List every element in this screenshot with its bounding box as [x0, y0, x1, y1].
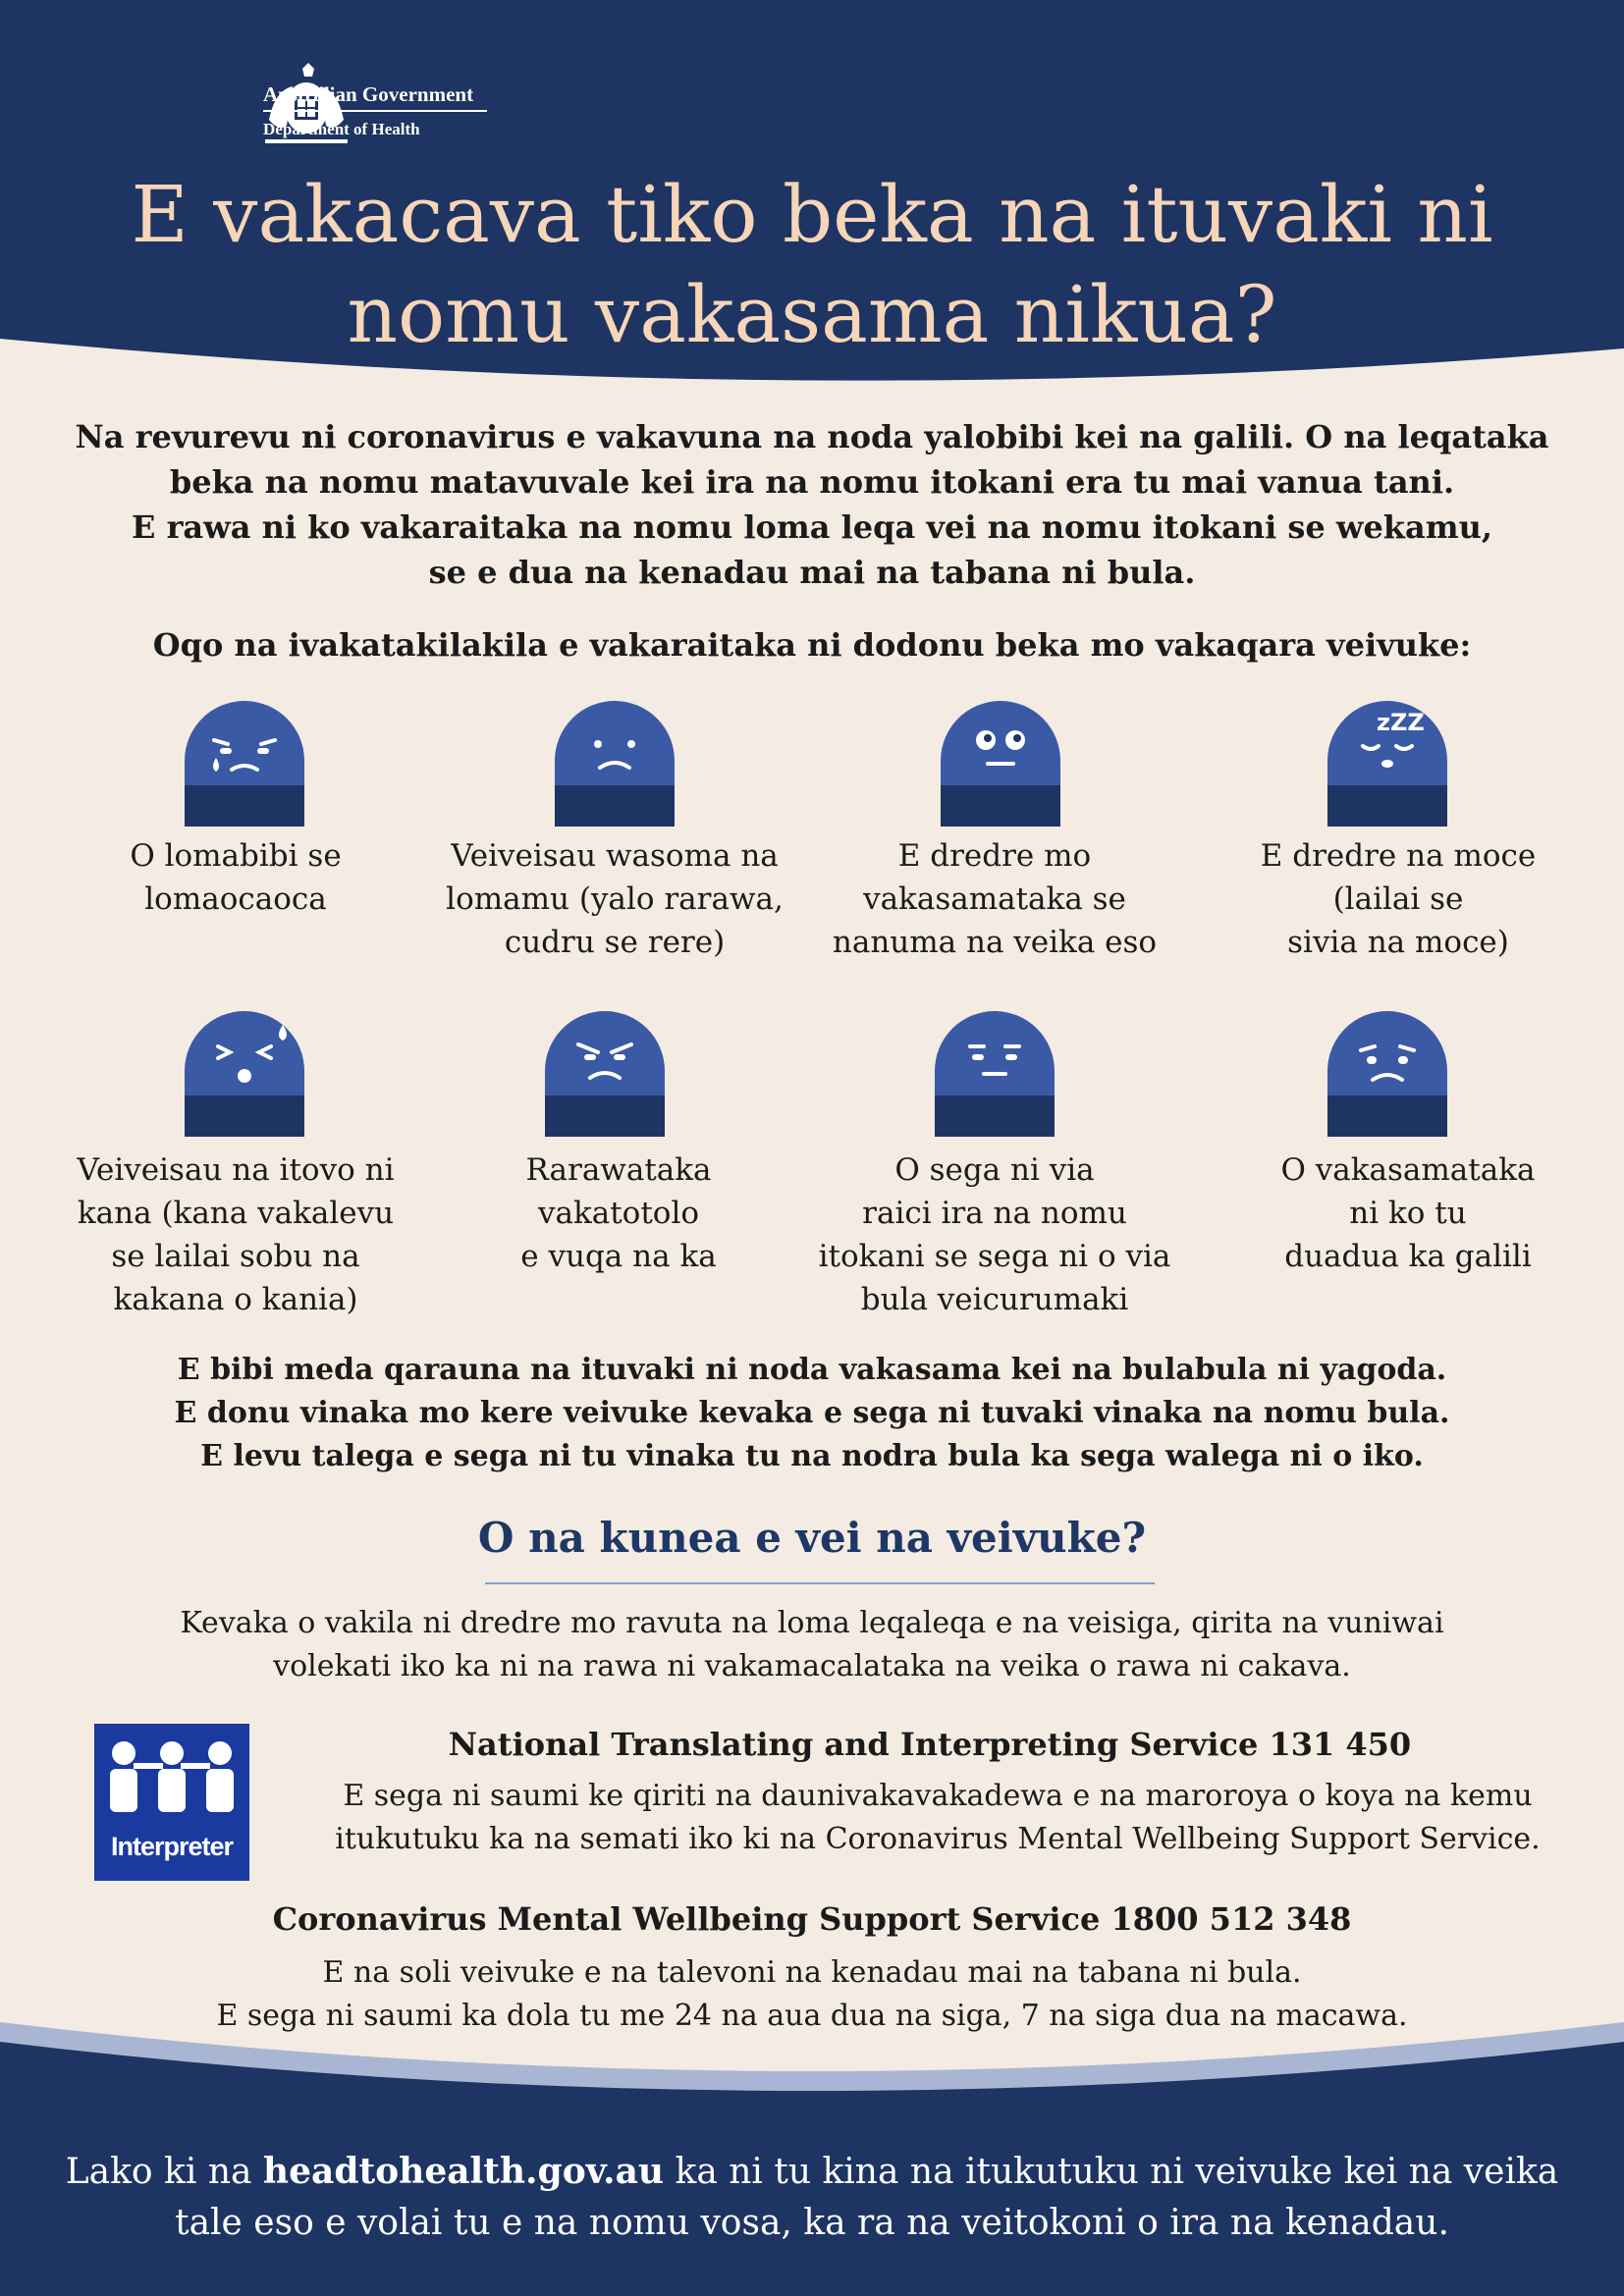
sign-line: itokani se sega ni o via	[818, 1239, 1171, 1274]
sign-line: Rarawataka	[525, 1152, 712, 1188]
sign-label	[1221, 1148, 1595, 1278]
sign-line: vakasamataka se	[863, 881, 1126, 917]
paragraph-line: volekati iko ka ni na rawa ni vakamacalataka na veika o rawa ni cakava.	[273, 1649, 1351, 1683]
sign-line: (lailai se	[1332, 881, 1464, 917]
zzz-label: zZZ	[1377, 709, 1425, 736]
sign-label	[49, 834, 422, 921]
sign-line: Veiveisau wasoma na	[451, 838, 779, 874]
paragraph-line: Kevaka o vakila ni dredre mo ravuta na loma leqaleqa e na veisiga, qirita na vuniwai	[180, 1606, 1444, 1640]
paragraph-line: E sega ni saumi ka dola tu me 24 na aua dua na siga, 7 na siga dua na macawa.	[216, 1999, 1408, 2033]
government-name: Australian Government	[263, 82, 474, 106]
paragraph-line: E donu vinaka mo kere veivuke kevaka e sega ni tuvaki vinaka na nomu bula.	[174, 1396, 1450, 1430]
footer-post: ka ni tu kina na itukutuku ni veivuke kei na veika	[664, 2152, 1559, 2192]
footer-line-1	[39, 2146, 1585, 2198]
angry-face-icon	[545, 1011, 665, 1137]
paragraph-line: E levu talega e sega ni tu vinaka tu na nodra bula ka sega walega ni o iko.	[200, 1439, 1424, 1473]
intro-line: E rawa ni ko vakaraitaka na nomu loma leqa vei na nomu itokani se wekamu,	[132, 508, 1492, 546]
support-service-title: Coronavirus Mental Wellbeing Support Service 1800 512 348	[272, 1900, 1352, 1938]
sign-line: duadua ka galili	[1284, 1239, 1532, 1274]
tis-service-description	[295, 1775, 1581, 1861]
interpreter-figures-icon	[94, 1724, 249, 1832]
sign-line: cudru se rere)	[504, 925, 726, 960]
sign-line: O sega ni via	[894, 1152, 1095, 1188]
sign-line: ni ko tu	[1349, 1196, 1467, 1231]
sign-line: O lomabibi se	[130, 838, 342, 874]
sign-line: lomaocaoca	[144, 881, 327, 917]
paragraph-line: E bibi meda qarauna na ituvaki ni noda vakasama kei na bulabula ni yagoda.	[177, 1353, 1447, 1387]
footer-pre: Lako ki na	[65, 2152, 263, 2192]
sign-line: kana (kana vakalevu	[77, 1196, 395, 1231]
sign-label	[49, 1148, 422, 1321]
interpreter-label: Interpreter	[110, 1832, 234, 1861]
department-name: Department of Health	[263, 120, 420, 138]
sign-line: kakana o kania)	[113, 1282, 358, 1317]
intro-paragraph	[59, 414, 1565, 595]
sign-label	[808, 1148, 1181, 1321]
sign-line: lomamu (yalo rarawa,	[446, 881, 784, 917]
headtohealth-link[interactable]: headtohealth.gov.au	[262, 2151, 665, 2192]
sleepy-face-icon	[1327, 701, 1447, 827]
sign-label	[808, 834, 1181, 964]
signs-lead-in: Oqo na ivakatakilakila e vakaraitaka ni dodonu beka mo vakaqara veivuke:	[152, 626, 1472, 664]
sign-line: se lailai sobu na	[111, 1239, 360, 1274]
sign-line: nanuma na veika eso	[832, 925, 1158, 960]
anxious-face-icon	[1327, 1011, 1447, 1137]
sad-face-icon	[555, 701, 675, 827]
stressed-face-icon	[185, 1011, 304, 1137]
sign-label	[432, 1148, 805, 1278]
wide-eyed-face-icon	[941, 701, 1060, 827]
sign-line: sivia na moce)	[1287, 925, 1509, 960]
worried-tear-face-icon	[185, 701, 304, 827]
sign-line: Veiveisau na itovo ni	[77, 1152, 395, 1188]
paragraph-line: E na soli veivuke e na talevoni na kenadau mai na tabana ni bula.	[322, 1955, 1302, 1990]
intro-line: beka na nomu matavuvale kei ira na nomu itokani era tu mai vanua tani.	[169, 463, 1455, 501]
paragraph-line: E sega ni saumi ke qiriti na daunivakavakadewa e na maroroya o koya na kemu	[343, 1779, 1533, 1813]
page-title	[59, 165, 1565, 365]
sign-line: bula veicurumaki	[860, 1282, 1129, 1317]
sign-label	[1212, 834, 1585, 964]
sign-label	[428, 834, 801, 964]
logo-divider	[263, 110, 487, 112]
sign-line: raici ira na nomu	[862, 1196, 1127, 1231]
sign-line: e vuqa na ka	[520, 1239, 717, 1274]
title-line-1: E vakacava tiko beka na ituvaki ni	[131, 169, 1493, 260]
sign-line: O vakasamataka	[1280, 1152, 1536, 1188]
intro-line: se e dua na kenadau mai na tabana ni bula.	[428, 554, 1196, 591]
sign-line: E dredre na moce	[1260, 838, 1537, 874]
tis-service-title: National Translating and Interpreting Service 131 450	[448, 1726, 1412, 1763]
intro-line: Na revurevu ni coronavirus e vakavuna na noda yalobibi kei na galili. O na leqataka	[75, 418, 1549, 455]
withdrawn-face-icon	[935, 1011, 1055, 1137]
wellbeing-paragraph	[59, 1349, 1565, 1478]
sign-line: E dredre mo	[897, 838, 1092, 874]
help-paragraph	[59, 1602, 1565, 1688]
title-line-2: nomu vakasama nikua?	[347, 269, 1277, 360]
footer-text	[39, 2146, 1585, 2249]
paragraph-line: itukutuku ka na semati iko ki na Coronavirus Mental Wellbeing Support Service.	[335, 1822, 1541, 1856]
sign-line: vakatotolo	[537, 1196, 700, 1231]
help-heading: O na kunea e vei na veivuke?	[477, 1514, 1147, 1562]
heading-underline	[485, 1582, 1155, 1584]
footer-line-2: tale eso e volai tu e na nomu vosa, ka ra na veitokoni o ira na kenadau.	[175, 2203, 1449, 2243]
